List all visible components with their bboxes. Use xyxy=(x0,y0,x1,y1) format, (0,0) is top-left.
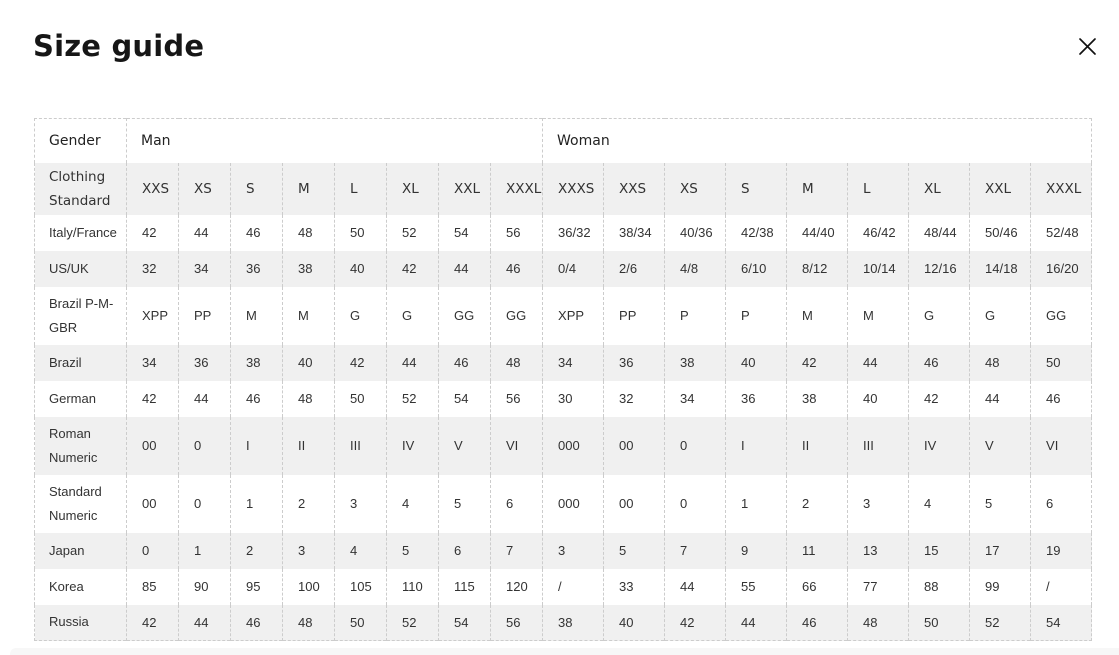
man-size-cell: 42 xyxy=(335,345,387,381)
woman-size-cell: 6 xyxy=(1031,475,1092,533)
woman-group-header: Woman xyxy=(543,119,1092,163)
row-label: Russia xyxy=(49,614,89,630)
woman-size-cell: 000 xyxy=(543,417,604,475)
man-size-header: XL xyxy=(387,163,439,215)
woman-size-cell: 16/20 xyxy=(1031,251,1092,287)
woman-size-cell: 9 xyxy=(726,533,787,569)
woman-size-cell: 00 xyxy=(604,475,665,533)
woman-size-header: L xyxy=(848,163,909,215)
woman-size-header: XS xyxy=(665,163,726,215)
row-label: US/UK xyxy=(49,260,89,276)
woman-size-cell: 42 xyxy=(787,345,848,381)
man-size-cell: 44 xyxy=(179,215,231,251)
woman-size-cell: 40 xyxy=(604,605,665,641)
size-row xyxy=(35,417,1092,475)
woman-size-cell: GG xyxy=(1031,287,1092,345)
close-button[interactable] xyxy=(1075,34,1099,58)
size-row xyxy=(35,605,1092,641)
woman-size-cell: 50 xyxy=(909,605,970,641)
man-size-cell: 46 xyxy=(231,215,283,251)
size-row xyxy=(35,381,1092,417)
woman-size-cell: IV xyxy=(909,417,970,475)
woman-size-header: XL xyxy=(909,163,970,215)
woman-size-cell: 50 xyxy=(1031,345,1092,381)
woman-size-cell: 40 xyxy=(726,345,787,381)
woman-size-cell: 38/34 xyxy=(604,215,665,251)
row-label: German xyxy=(49,390,96,406)
woman-size-cell: 38 xyxy=(787,381,848,417)
man-size-cell: 52 xyxy=(387,215,439,251)
woman-size-cell: 48 xyxy=(848,605,909,641)
woman-size-cell: 11 xyxy=(787,533,848,569)
woman-size-cell: 1 xyxy=(726,475,787,533)
woman-size-cell: 7 xyxy=(665,533,726,569)
woman-size-cell: 40/36 xyxy=(665,215,726,251)
woman-size-cell: 46 xyxy=(1031,381,1092,417)
row-label: Korea xyxy=(49,578,84,594)
man-size-cell: 00 xyxy=(127,475,179,533)
woman-size-cell: 5 xyxy=(604,533,665,569)
woman-size-cell: P xyxy=(665,287,726,345)
man-size-cell: III xyxy=(335,417,387,475)
woman-size-cell: 10/14 xyxy=(848,251,909,287)
size-guide-table xyxy=(34,118,1092,641)
woman-size-cell: 66 xyxy=(787,569,848,605)
size-row xyxy=(35,345,1092,381)
woman-size-cell: 4 xyxy=(909,475,970,533)
man-size-cell: GG xyxy=(491,287,543,345)
man-size-cell: 54 xyxy=(439,605,491,641)
man-size-cell: 120 xyxy=(491,569,543,605)
woman-size-cell: 34 xyxy=(665,381,726,417)
woman-size-cell: 50/46 xyxy=(970,215,1031,251)
woman-size-cell: 52/48 xyxy=(1031,215,1092,251)
man-size-cell: PP xyxy=(179,287,231,345)
next-section-edge xyxy=(10,648,1119,655)
row-label: Japan xyxy=(49,542,85,558)
man-size-cell: G xyxy=(387,287,439,345)
man-size-cell: 40 xyxy=(335,251,387,287)
man-size-cell: 44 xyxy=(179,605,231,641)
man-size-cell: 48 xyxy=(283,381,335,417)
man-size-header: S xyxy=(231,163,283,215)
woman-size-cell: 13 xyxy=(848,533,909,569)
woman-size-cell: 00 xyxy=(604,417,665,475)
man-size-cell: M xyxy=(283,287,335,345)
woman-size-cell: 14/18 xyxy=(970,251,1031,287)
row-label: Roman Numeric xyxy=(49,425,98,465)
woman-size-cell: 46 xyxy=(787,605,848,641)
man-size-cell: M xyxy=(231,287,283,345)
woman-size-cell: 38 xyxy=(665,345,726,381)
man-size-cell: 54 xyxy=(439,215,491,251)
woman-size-cell: 3 xyxy=(848,475,909,533)
man-group-header: Man xyxy=(127,119,543,163)
woman-size-cell: 12/16 xyxy=(909,251,970,287)
man-size-cell: 110 xyxy=(387,569,439,605)
woman-size-cell: 42 xyxy=(909,381,970,417)
woman-size-cell: XPP xyxy=(543,287,604,345)
man-size-cell: V xyxy=(439,417,491,475)
woman-size-cell: 55 xyxy=(726,569,787,605)
woman-size-cell: V xyxy=(970,417,1031,475)
man-size-cell: 32 xyxy=(127,251,179,287)
man-size-cell: 7 xyxy=(491,533,543,569)
woman-size-cell: M xyxy=(787,287,848,345)
woman-size-cell: PP xyxy=(604,287,665,345)
woman-size-cell: 17 xyxy=(970,533,1031,569)
man-size-cell: 44 xyxy=(179,381,231,417)
man-size-header: XS xyxy=(179,163,231,215)
man-size-cell: XPP xyxy=(127,287,179,345)
clothing-standard-header: Clothing Standard xyxy=(49,168,111,209)
woman-size-cell: G xyxy=(909,287,970,345)
woman-size-cell: 54 xyxy=(1031,605,1092,641)
size-row xyxy=(35,287,1092,345)
woman-size-cell: 99 xyxy=(970,569,1031,605)
man-size-header: XXXL xyxy=(491,163,543,215)
man-size-cell: II xyxy=(283,417,335,475)
size-row xyxy=(35,569,1092,605)
row-label: Italy/France xyxy=(49,224,117,240)
man-size-cell: 42 xyxy=(127,605,179,641)
man-size-cell: 1 xyxy=(231,475,283,533)
man-size-header: XXS xyxy=(127,163,179,215)
man-size-cell: 44 xyxy=(439,251,491,287)
man-size-cell: 38 xyxy=(283,251,335,287)
man-size-cell: 36 xyxy=(179,345,231,381)
woman-size-cell: 5 xyxy=(970,475,1031,533)
gender-header: Gender xyxy=(49,132,101,149)
man-size-cell: 50 xyxy=(335,381,387,417)
size-row xyxy=(35,251,1092,287)
woman-size-cell: 40 xyxy=(848,381,909,417)
man-size-header: M xyxy=(283,163,335,215)
man-size-cell: 42 xyxy=(127,381,179,417)
clothing-standard-row xyxy=(35,163,1092,215)
man-size-cell: 54 xyxy=(439,381,491,417)
man-size-cell: 50 xyxy=(335,215,387,251)
woman-size-cell: 48/44 xyxy=(909,215,970,251)
man-size-cell: VI xyxy=(491,417,543,475)
woman-size-cell: 44/40 xyxy=(787,215,848,251)
woman-size-cell: 000 xyxy=(543,475,604,533)
man-size-cell: GG xyxy=(439,287,491,345)
man-size-cell: 46 xyxy=(231,605,283,641)
man-size-cell: 6 xyxy=(491,475,543,533)
man-size-cell: 6 xyxy=(439,533,491,569)
woman-size-cell: 36 xyxy=(604,345,665,381)
woman-size-cell: 48 xyxy=(970,345,1031,381)
man-size-cell: IV xyxy=(387,417,439,475)
woman-size-header: M xyxy=(787,163,848,215)
row-label: Standard Numeric xyxy=(49,483,102,523)
man-size-cell: 48 xyxy=(283,605,335,641)
woman-size-cell: 88 xyxy=(909,569,970,605)
man-size-cell: 90 xyxy=(179,569,231,605)
woman-size-cell: 36/32 xyxy=(543,215,604,251)
size-table-body xyxy=(35,215,1092,641)
man-size-cell: 42 xyxy=(387,251,439,287)
man-size-cell: 3 xyxy=(283,533,335,569)
man-size-cell: 1 xyxy=(179,533,231,569)
woman-size-cell: 0 xyxy=(665,417,726,475)
woman-size-cell: 0/4 xyxy=(543,251,604,287)
man-size-cell: 56 xyxy=(491,381,543,417)
man-size-cell: 3 xyxy=(335,475,387,533)
woman-size-cell: 15 xyxy=(909,533,970,569)
man-size-cell: 4 xyxy=(335,533,387,569)
man-size-cell: 48 xyxy=(491,345,543,381)
woman-size-cell: 52 xyxy=(970,605,1031,641)
woman-size-cell: 44 xyxy=(848,345,909,381)
man-size-cell: 5 xyxy=(387,533,439,569)
woman-size-cell: 0 xyxy=(665,475,726,533)
woman-size-cell: 44 xyxy=(726,605,787,641)
row-label: Brazil P-M-GBR xyxy=(49,295,114,335)
man-size-cell: 52 xyxy=(387,381,439,417)
man-size-cell: I xyxy=(231,417,283,475)
man-size-cell: 46 xyxy=(491,251,543,287)
woman-size-cell: II xyxy=(787,417,848,475)
man-size-cell: 2 xyxy=(231,533,283,569)
man-size-cell: 34 xyxy=(179,251,231,287)
woman-size-header: XXS xyxy=(604,163,665,215)
close-icon xyxy=(1078,37,1097,56)
size-row xyxy=(35,475,1092,533)
woman-size-cell: P xyxy=(726,287,787,345)
woman-size-cell: 42 xyxy=(665,605,726,641)
woman-size-cell: 3 xyxy=(543,533,604,569)
man-size-cell: 0 xyxy=(179,475,231,533)
man-size-cell: 34 xyxy=(127,345,179,381)
man-size-cell: 100 xyxy=(283,569,335,605)
woman-size-cell: 34 xyxy=(543,345,604,381)
man-size-cell: 56 xyxy=(491,605,543,641)
woman-size-cell: 6/10 xyxy=(726,251,787,287)
man-size-cell: 56 xyxy=(491,215,543,251)
man-size-cell: 44 xyxy=(387,345,439,381)
woman-size-cell: 4/8 xyxy=(665,251,726,287)
man-size-cell: 50 xyxy=(335,605,387,641)
man-size-header: L xyxy=(335,163,387,215)
woman-size-cell: / xyxy=(543,569,604,605)
man-size-cell: 95 xyxy=(231,569,283,605)
woman-size-cell: 2/6 xyxy=(604,251,665,287)
woman-size-cell: 2 xyxy=(787,475,848,533)
page-title: Size guide xyxy=(33,29,205,63)
woman-size-cell: 42/38 xyxy=(726,215,787,251)
man-size-cell: 40 xyxy=(283,345,335,381)
woman-size-header: XXXL xyxy=(1031,163,1092,215)
man-size-cell: 85 xyxy=(127,569,179,605)
man-size-cell: 42 xyxy=(127,215,179,251)
woman-size-cell: / xyxy=(1031,569,1092,605)
woman-size-header: XXL xyxy=(970,163,1031,215)
woman-size-cell: M xyxy=(848,287,909,345)
gender-row xyxy=(35,119,1092,163)
woman-size-cell: 33 xyxy=(604,569,665,605)
woman-size-cell: 36 xyxy=(726,381,787,417)
woman-size-header: S xyxy=(726,163,787,215)
woman-size-cell: 77 xyxy=(848,569,909,605)
woman-size-header: XXXS xyxy=(543,163,604,215)
woman-size-cell: III xyxy=(848,417,909,475)
man-size-cell: 0 xyxy=(179,417,231,475)
man-size-cell: 115 xyxy=(439,569,491,605)
woman-size-cell: VI xyxy=(1031,417,1092,475)
woman-size-cell: 30 xyxy=(543,381,604,417)
man-size-cell: 5 xyxy=(439,475,491,533)
man-size-cell: 48 xyxy=(283,215,335,251)
man-size-cell: 46 xyxy=(231,381,283,417)
man-size-cell: 2 xyxy=(283,475,335,533)
woman-size-cell: 46/42 xyxy=(848,215,909,251)
man-size-cell: 105 xyxy=(335,569,387,605)
man-size-cell: 52 xyxy=(387,605,439,641)
woman-size-cell: 46 xyxy=(909,345,970,381)
woman-size-cell: I xyxy=(726,417,787,475)
man-size-cell: 36 xyxy=(231,251,283,287)
man-size-cell: 4 xyxy=(387,475,439,533)
man-size-cell: 0 xyxy=(127,533,179,569)
man-size-cell: 38 xyxy=(231,345,283,381)
woman-size-cell: 44 xyxy=(970,381,1031,417)
woman-size-cell: 32 xyxy=(604,381,665,417)
size-row xyxy=(35,215,1092,251)
man-size-cell: 00 xyxy=(127,417,179,475)
woman-size-cell: 19 xyxy=(1031,533,1092,569)
woman-size-cell: G xyxy=(970,287,1031,345)
row-label: Brazil xyxy=(49,354,82,370)
man-size-cell: G xyxy=(335,287,387,345)
man-size-header: XXL xyxy=(439,163,491,215)
woman-size-cell: 38 xyxy=(543,605,604,641)
woman-size-cell: 44 xyxy=(665,569,726,605)
woman-size-cell: 8/12 xyxy=(787,251,848,287)
man-size-cell: 46 xyxy=(439,345,491,381)
size-row xyxy=(35,533,1092,569)
